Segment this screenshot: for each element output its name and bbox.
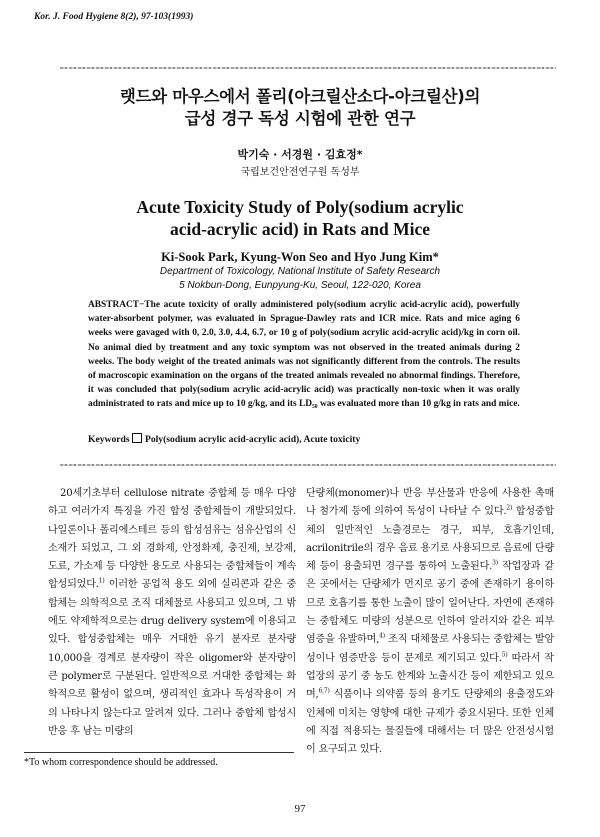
citation: 3): [492, 559, 498, 567]
abstract: [88, 298, 520, 412]
citation: 4): [379, 633, 385, 641]
korean-authors: 박기숙 · 서경원 · 김효정*: [237, 148, 363, 161]
keywords: [88, 433, 528, 445]
korean-affiliation: 국립보건안전연구원 독성부: [240, 167, 360, 178]
page-number: 97: [294, 803, 306, 815]
english-affiliation-line-1: Department of Toxicology, National Institute of Safety Research: [159, 266, 441, 277]
english-title-line-1: Acute Toxicity Study of Poly(sodium acrylic: [136, 197, 464, 217]
header-divider: [60, 67, 556, 69]
body-text: 조직 대체물로 사용되는 중합체는 발암성이나 염증반응 등이 문제로 제기되고 있다.: [306, 634, 554, 664]
korean-title-line-1: 랫드와 마우스에서 폴리(아크릴산소다-아크릴산)의: [119, 87, 481, 106]
body-text: 따라서 작업장의 공기 중 농도 한계와 노출시간 등이 제한되고 있으며,: [306, 652, 554, 701]
footnote-divider: [24, 752, 294, 753]
korean-title-line-2: 급성 경구 독성 시험에 관한 연구: [184, 109, 416, 128]
body-paragraph: [48, 485, 296, 741]
abstract-text: The acute toxicity of orally administered poly(sodium acrylic acid-acrylic acid), powerfully water-absorbent polymer, was evaluated in Sprague-Dawley rats and ICR mice. Rats and mice aging 6 weeks were gavaged with 0, 2.0, 3.0, 4.4, 6.7, or 10 g of poly(sodium acrylic acid-acrylic acid)/kg in corn oil. No animal died by treatment and any toxic symptom was not observed in the treated animals during 2 weeks. The body weight of the treated animals was not significantly different from the controls. The results of macroscopic examination on the organs of the treated animals revealed no abnormal findings. Therefore, it was concluded that poly(sodium acrylic acid-acrylic acid) was practically non-toxic when it was orally administrated to rats and mice up to 10 g/kg, and its LD₅₀ was evaluated more than 10 g/kg in rats and mice.: [88, 300, 520, 410]
citation: 6,7): [318, 687, 330, 695]
body-text: 이러한 공업적 용도 외에 실리콘과 같은 중합체는 의학적으로 조직 대체물로 사용되고 있으며, 그 밖에도 약제학적으로는 drug delivery system에 이용되고 있다. 합성중합체는 매우 거대한 유기 분자로 분자량 10,000을 경계로 분자량이 작은 oligomer와 분자량이 큰 polymer로 구분된다. 일반적으로 거대한 중합체는 화학적으로 활성이 없으며, 생리적인 효과나 독성작용이 거의 나타나지 않는다고 알려져 있다. 그러나 중합체 합성시 반응 후 남는 미량의: [48, 579, 296, 737]
journal-reference: Kor. J. Food Hygiene 8(2), 97-103(1993): [34, 12, 194, 22]
abstract-dash: −: [139, 300, 145, 310]
english-authors: Ki-Sook Park, Kyung-Won Seo and Hyo Jung Kim*: [161, 250, 439, 264]
keywords-text: Poly(sodium acrylic acid-acrylic acid), Acute toxicity: [144, 434, 361, 445]
english-title-line-2: acid-acrylic acid) in Rats and Mice: [169, 219, 431, 239]
abstract-label: ABSTRACT: [88, 300, 140, 310]
body-text: 작업장과 같은 곳에서는 단량체가 먼지로 공기 중에 존재하기 용이하므로 호흡기를 통한 노출이 많이 일어난다. 자연에 존재하는 중합체도 미량의 성분으로 인하여 알러지와 같은 피부염증을 유발하며,: [306, 561, 554, 646]
body-text: 식품이나 의약품 등의 용기도 단량체의 용출정도와 인체에 미치는 영향에 대한 규제가 중요시된다. 또한 인체에 직접 적용되는 물질들에 대해서는 더 많은 안전성시험이 요구되고 있다.: [306, 689, 554, 756]
body-text: 합성중합체의 일반적인 노출경로는 경구, 피부, 호흡기인데, acrilonitrile의 경우 음료 용기로 사용되므로 음료에 단량체 등이 용출되면 경구를 통하여 노출된다.: [306, 506, 554, 573]
body-text: 20세기초부터 cellulose nitrate 중합체 등 매우 다양하고 여러가지 특징을 가진 합성 중합체들이 개발되었다. 나일론이나 폴리에스테르 등의 합성섬유는 섬유산업의 신소재가 되었고, 그 외 경화제, 안정화제, 충진제, 보강제, 도료, 가소제 등 다양한 용도로 사용되는 중합체들이 계속 합성되었다.: [48, 488, 296, 591]
citation: 1): [98, 578, 105, 586]
footnote: *To whom correspondence should be addressed.: [24, 757, 218, 768]
english-affiliation-line-2: 5 Nokbun-Dong, Eunpyung-Ku, Seoul, 122-020, Korea: [179, 280, 421, 291]
citation: 5): [501, 651, 508, 659]
keywords-label: Keywords: [88, 434, 130, 445]
body-paragraph: [306, 485, 554, 759]
keywords-box-icon: [132, 433, 142, 443]
citation: 2): [506, 504, 513, 512]
abstract-divider: [60, 464, 556, 466]
body-column-left: [48, 485, 296, 741]
body-text: 단량체(monomer)나 반응 부산물과 반응에 사용한 촉매나 첨가제 등에 의하여 독성이 나타날 수 있다.: [306, 488, 554, 518]
body-column-right: [306, 485, 554, 759]
